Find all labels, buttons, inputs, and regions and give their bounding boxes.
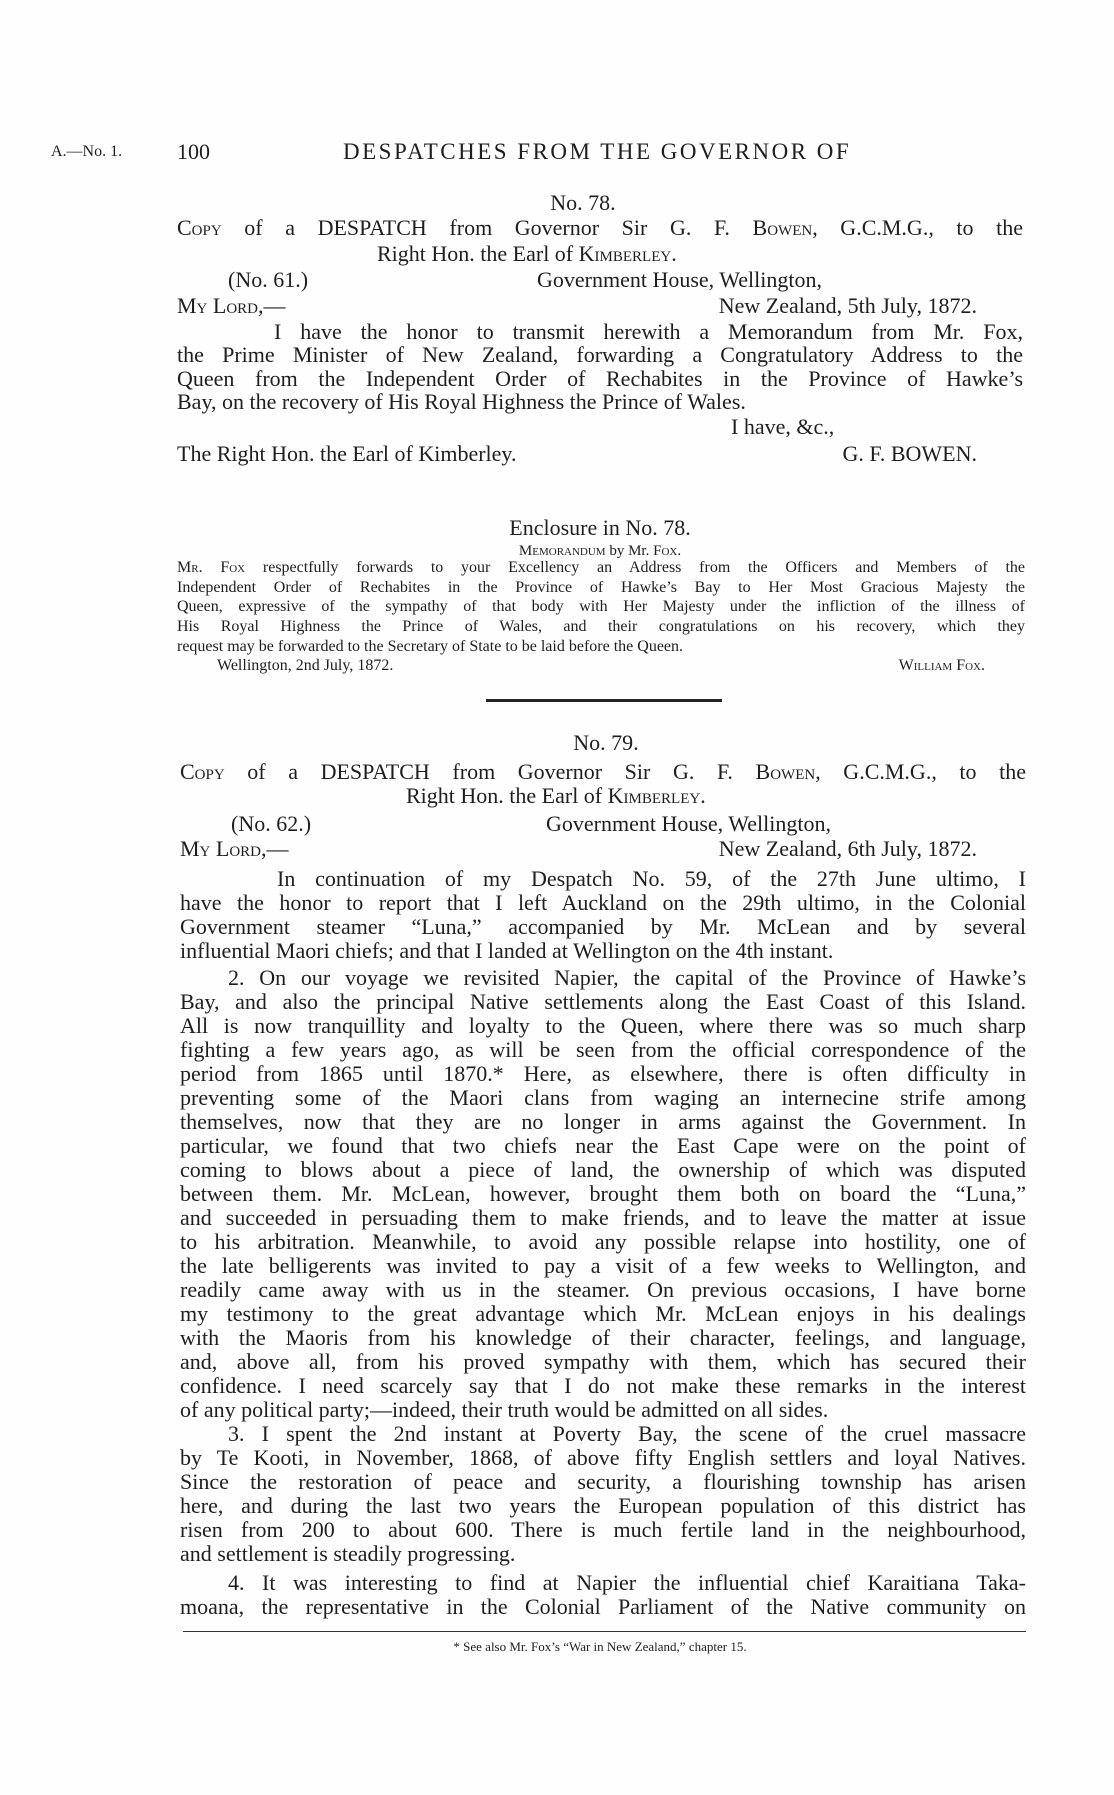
despatch-reference: (No. 62.): [231, 811, 312, 836]
small-caps-text: Kimberley: [578, 241, 672, 266]
text-line: In continuation of my Despatch No. 59, of the 27th June ultimo, I: [277, 866, 1026, 891]
text-line: readily came away with us in the steamer. On previous occasions, I have borne: [180, 1277, 1026, 1302]
despatch-reference: (No. 61.): [228, 267, 309, 292]
text-line: and succeeded in persuading them to make friends, and to leave the matter at issue: [180, 1205, 1026, 1230]
text-line: and, above all, from his proved sympathy with them, which has secured their: [180, 1349, 1026, 1374]
text-run: by Mr.: [605, 543, 654, 559]
text-line: Queen, expressive of the sympathy of that body with Her Majesty under the infliction of the illness of: [177, 598, 1025, 616]
text-line: confidence. I need scarcely say that I do not make these remarks in the interest: [180, 1373, 1026, 1398]
running-title: DESPATCHES FROM THE GOVERNOR OF: [343, 139, 852, 164]
signature: G. F. BOWEN.: [842, 441, 977, 466]
enclosure-title: Enclosure in No. 78.: [509, 515, 691, 540]
text-line: moana, the representative in the Colonial Parliament of the Native community on: [180, 1594, 1026, 1619]
text-line: Bay, on the recovery of His Royal Highness the Prince of Wales.: [177, 388, 746, 414]
text-line: here, and during the last two years the European population of this district has: [180, 1493, 1026, 1518]
text-line: request may be forwarded to the Secretary of State to be laid before the Queen.: [177, 637, 684, 655]
text-line: particular, we found that two chiefs near the East Cape were on the point of: [180, 1133, 1026, 1158]
memorandum-signature: William Fox.: [898, 657, 985, 674]
text-line: between them. Mr. McLean, however, brought them both on board the “Luna,”: [180, 1181, 1026, 1206]
text-line: Bay, and also the principal Native settlements along the East Coast of this Island.: [180, 989, 1026, 1014]
body-paragraph-2: [180, 966, 1026, 1422]
small-caps-text: Bowen: [752, 215, 813, 240]
text-line: influential Maori chiefs; and that I landed at Wellington on the 4th instant.: [180, 938, 834, 963]
closing: I have, &c.,: [731, 414, 835, 439]
text-line: preventing some of the Maori clans from waging an internecine strife among: [180, 1085, 1026, 1110]
addressee: The Right Hon. the Earl of Kimberley.: [177, 441, 517, 466]
body-paragraph-1: [180, 867, 1026, 963]
text-line: and settlement is steadily progressing.: [180, 1541, 516, 1566]
header-reference: A.—No. 1.: [51, 143, 123, 160]
text-run: , G.C.M.G., to the: [815, 759, 1027, 784]
date-line: New Zealand, 6th July, 1872.: [718, 836, 977, 861]
text-line: themselves, now that they are no longer in arms against the Government. In: [180, 1109, 1026, 1134]
text-line: 3. I spent the 2nd instant at Poverty Bay, the scene of the cruel massacre: [228, 1421, 1026, 1446]
despatch-number: No. 79.: [573, 730, 639, 755]
text-run: respectfully forwards to your Excellency an Address from the Officers and Members of the: [245, 559, 1025, 576]
text-line: I have the honor to transmit herewith a Memorandum from Mr. Fox,: [274, 319, 1023, 344]
salutation: My Lord,—: [177, 293, 286, 318]
text-run: .: [700, 783, 706, 808]
text-line: have the honor to report that I left Auckland on the 29th ultimo, in the Colonial: [180, 890, 1026, 915]
text-run: of a DESPATCH from Governor Sir G. F.: [224, 759, 756, 784]
text-line: by Te Kooti, in November, 1868, of above fifty English settlers and loyal Natives.: [180, 1445, 1026, 1470]
address-line: Government House, Wellington,: [546, 811, 832, 836]
date-line: New Zealand, 5th July, 1872.: [718, 293, 977, 318]
despatch-recipient: [406, 784, 706, 808]
memorandum-place-date: Wellington, 2nd July, 1872.: [217, 657, 394, 674]
text-line: 4. It was interesting to find at Napier the influential chief Karaitiana Taka-: [228, 1570, 1026, 1595]
text-line: the Prime Minister of New Zealand, forwarding a Congratulatory Address to the: [177, 342, 1023, 368]
small-caps-text: Kimberley: [607, 783, 701, 808]
text-run: of a DESPATCH from Governor Sir G. F.: [221, 215, 753, 240]
small-caps-text: Copy: [177, 215, 222, 240]
body-paragraph-4: [180, 1571, 1026, 1619]
section-divider: [486, 699, 722, 702]
text-line: of any political party;—indeed, their truth would be admitted on all sides.: [180, 1397, 829, 1422]
memorandum-body: [177, 558, 1025, 657]
despatch-heading: [180, 760, 1026, 784]
text-line: period from 1865 until 1870.* Here, as elsewhere, there is often difficulty in: [180, 1061, 1026, 1086]
text-line: Government steamer “Luna,” accompanied by Mr. McLean and by several: [180, 914, 1026, 939]
text-line: coming to blows about a piece of land, the ownership of which was disputed: [180, 1157, 1026, 1182]
footnote-rule: [183, 1631, 1026, 1632]
small-caps-text: Mr. Fox: [177, 559, 246, 576]
text-line: Queen from the Independent Order of Rechabites in the Province of Hawke’s: [177, 365, 1023, 391]
text-line: the late belligerents was invited to pay a visit of a few weeks to Wellington, and: [180, 1253, 1026, 1278]
text-line: Independent Order of Rechabites in the Province of Hawke’s Bay to Her Most Gracious Majesty the: [177, 578, 1025, 596]
text-line: His Royal Highness the Prince of Wales, and their congratulations on his recovery, which they: [177, 618, 1025, 636]
despatch-recipient: [377, 242, 677, 266]
body-paragraph: [177, 320, 1023, 413]
body-paragraph-3: [180, 1422, 1026, 1566]
text-line: to his arbitration. Meanwhile, to avoid any possible relapse into hostility, one of: [180, 1229, 1026, 1254]
text-run: .: [671, 241, 677, 266]
text-run: .: [677, 543, 682, 559]
small-caps-text: Memorandum: [518, 543, 606, 559]
salutation: My Lord,—: [180, 836, 289, 861]
footnote: * See also Mr. Fox’s “War in New Zealand,” chapter 15.: [453, 1639, 747, 1654]
text-line: Since the restoration of peace and security, a flourishing township has arisen: [180, 1469, 1026, 1494]
text-run: , G.C.M.G., to the: [812, 215, 1024, 240]
text-line: 2. On our voyage we revisited Napier, the capital of the Province of Hawke’s: [228, 965, 1026, 990]
despatch-heading: [177, 216, 1023, 240]
small-caps-text: Bowen: [755, 759, 816, 784]
text-line: All is now tranquillity and loyalty to the Queen, where there was so much sharp: [180, 1013, 1026, 1038]
text-run: Right Hon. the Earl of: [377, 241, 579, 266]
text-line: risen from 200 to about 600. There is much fertile land in the neighbourhood,: [180, 1517, 1026, 1542]
text-line: with the Maoris from his knowledge of their character, feelings, and language,: [180, 1325, 1026, 1350]
text-line: my testimony to the great advantage which Mr. McLean enjoys in his dealings: [180, 1301, 1026, 1326]
small-caps-text: Copy: [180, 759, 225, 784]
text-line: fighting a few years ago, as will be seen from the official correspondence of the: [180, 1037, 1026, 1062]
despatch-number: No. 78.: [550, 190, 616, 215]
page-number: 100: [177, 139, 210, 164]
text-run: Right Hon. the Earl of: [406, 783, 608, 808]
text-line: [177, 558, 1025, 578]
small-caps-text: Fox: [653, 543, 678, 559]
address-line: Government House, Wellington,: [537, 267, 823, 292]
